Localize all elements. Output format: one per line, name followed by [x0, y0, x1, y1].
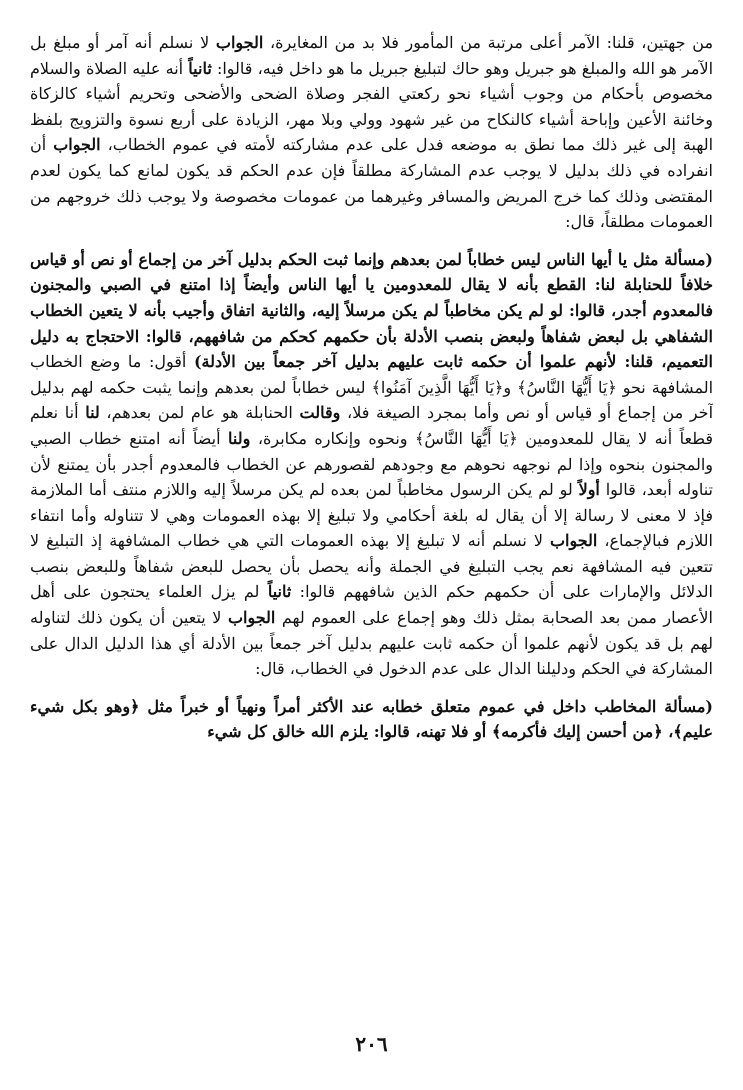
text-segment: ليس خطاباً لمن بعدهم وإنما يثبت حكمه لهم بدليل آخر من إجماع أو قياس أو نص وأما بمجرد الصيغة فلا،	[30, 377, 713, 423]
text-segment: الحنابلة هو عام لمن بعدهم،	[99, 403, 300, 423]
quran-quote: ﴿من أحسن إليك فأكرمه﴾	[491, 722, 663, 742]
text-segment: من جهتين، قلنا: الآمر أعلى مرتبة من المأمور فلا بد من المغايرة،	[263, 33, 713, 52]
quran-quote: ﴿يَا أَيُّهَا الَّذِينَ آمَنُوا﴾	[371, 377, 504, 397]
bold-term: ثانياً	[188, 58, 212, 78]
paragraph	[30, 247, 713, 682]
bold-term: أو فلا تهنه، قالوا: يلزم الله خالق كل شيء	[207, 722, 492, 742]
bold-term: أولاً	[578, 480, 600, 500]
bold-term: لنا	[85, 403, 100, 423]
text-segment: لو لم يكن الرسول مخاطباً لمن بعده لم يكن مرسلاً إليه واللازم منتف أما الملازمة فإذ لا معنى لا رسالة إلا أن يقال له بلغة أحكامي ولا تبليغ إلا بهذه العمومات وهي لا تتناوله وأما انتفاء اللازم فبالإجماع،	[30, 480, 713, 551]
text-segment: أنا نعلم قطعاً أنه لا يقال للمعدومين	[30, 403, 713, 448]
text-segment: لا نسلم أنه آمر أو مبلغ بل الآمر هو الله والمبلغ هو جبريل وهو حاك لتبليغ جبريل ما هو داخل فيه، قالوا:	[30, 33, 713, 78]
bold-term: الجواب	[549, 531, 598, 551]
bold-term: ولنا	[228, 428, 251, 448]
bold-term: (مسألة المخاطب داخل في عموم متعلق خطابه عند الأكثر أمراً ونهياً أو خبراً مثل	[139, 696, 713, 716]
bold-term: الجواب	[53, 135, 101, 155]
text-segment: و	[503, 377, 518, 397]
bold-term: (مسألة مثل يا أيها الناس ليس خطاباً لمن بعدهم وإنما ثبت الحكم بدليل آخر من إجماع أو نص أو قياس خلافاً للحنابلة لنا: القطع بأنه لا يقال للمعدومين يا أيها الناس وأيضاً إذا امتنع في الصبي والمجنون فالمعدوم أجدر، قالوا: لو لم يكن مخاطباً لم يكن مرسلاً إليه، والثانية اتفاق وأجيب بأنه لا يتعين الخطاب الشفاهي بل لبعض شفاهاً ولبعض بنصب الأدلة بأن حكمهم كحكم من شافههم، قالوا: الاحتجاج به دليل التعميم، قلنا: لأنهم علموا أن حكمه ثابت عليهم بدليل آخر جمعاً بين الأدلة)	[30, 249, 713, 372]
bold-term: الجواب	[215, 33, 264, 52]
arabic-text-body	[30, 30, 713, 757]
text-segment: لا يتعين أن يكون ذلك لتناوله لهم بل قد يكون لأنهم علموا أن حكمه ثابت عليهم بدليل آخر جمعاً بين الأدلة أي هذا الدليل الدال على المشاركة في الحكم ودليلنا الدال على عدم الدخول في الخطاب، قال:	[30, 608, 713, 679]
paragraph	[30, 694, 713, 745]
text-segment: أقول: ما وضع الخطاب المشافهة نحو	[30, 352, 713, 397]
text-segment: ونحوه وإنكاره مكابرة،	[250, 428, 415, 448]
page-number: ٢٠٦	[355, 1032, 388, 1056]
quran-quote: ﴿يَا أَيُّهَا النَّاسُ﴾	[414, 428, 518, 448]
paragraph	[30, 30, 713, 235]
quran-quote: ﴿يَا أَيُّهَا النَّاسُ﴾	[517, 377, 617, 397]
text-segment: لم يزل العلماء يحتجون على أهل الأعصار ممن بعد الصحابة بمثل ذلك وهو إجماع على العموم لهم	[30, 582, 713, 628]
bold-term: الجواب	[227, 608, 276, 628]
bold-term: وقالت	[299, 403, 341, 423]
text-segment: أيضاً أنه امتنع خطاب الصبي والمجنون بنحوه وإذا لم نوجهه نحوهم مع وجودهم لقصورهم عن الخطاب فالمعدوم أجدر بأن يمتنع لأن تناوله أبعد، قالوا	[30, 428, 713, 500]
text-segment: أنه عليه الصلاة والسلام مخصوص بأحكام من وجوب أشياء نحو ركعتي الفجر وصلاة الضحى والأضحى وتحريم أشياء كالزكاة وخائنة الأعين وإباحة أشياء كالنكاح من غير شهود وولي وبلا مهر، الزيادة على أربع نسوة والتزويج بلفظ الهبة إلى غير ذلك مما نطق به موضعه فدل على عدم مشاركته لأمته في عموم الخطاب،	[30, 58, 713, 155]
bold-term: ثانياً	[267, 582, 292, 602]
text-segment: أن انفراده في ذلك بدليل لا يوجب عدم المشاركة مطلقاً فإن عدم الحكم قد يكون لمانع كما يكون لعدم المقتضى وذلك كما خرج المريض والمسافر وغيرهما من عمومات مخصوصة ولا يوجب ذلك خروجهم من العمومات مطلقاً، قال:	[30, 135, 713, 232]
text-segment: لا نسلم أنه لا تبليغ إلا بهذه العمومات التي هي خطاب المشافهة إذ التبليغ لا تتعين فيه المشافهة نعم يجب التبليغ في الجملة وأنه يحصل بأن يحصل للبعض شفاهاً وللبعض بنصب الدلائل والإمارات على أن حكمهم حكم الذين شافههم قالوا:	[30, 531, 713, 602]
bold-term: ،	[662, 722, 674, 742]
quran-quote: ﴿وهو بكل شيء عليم﴾	[30, 696, 713, 742]
